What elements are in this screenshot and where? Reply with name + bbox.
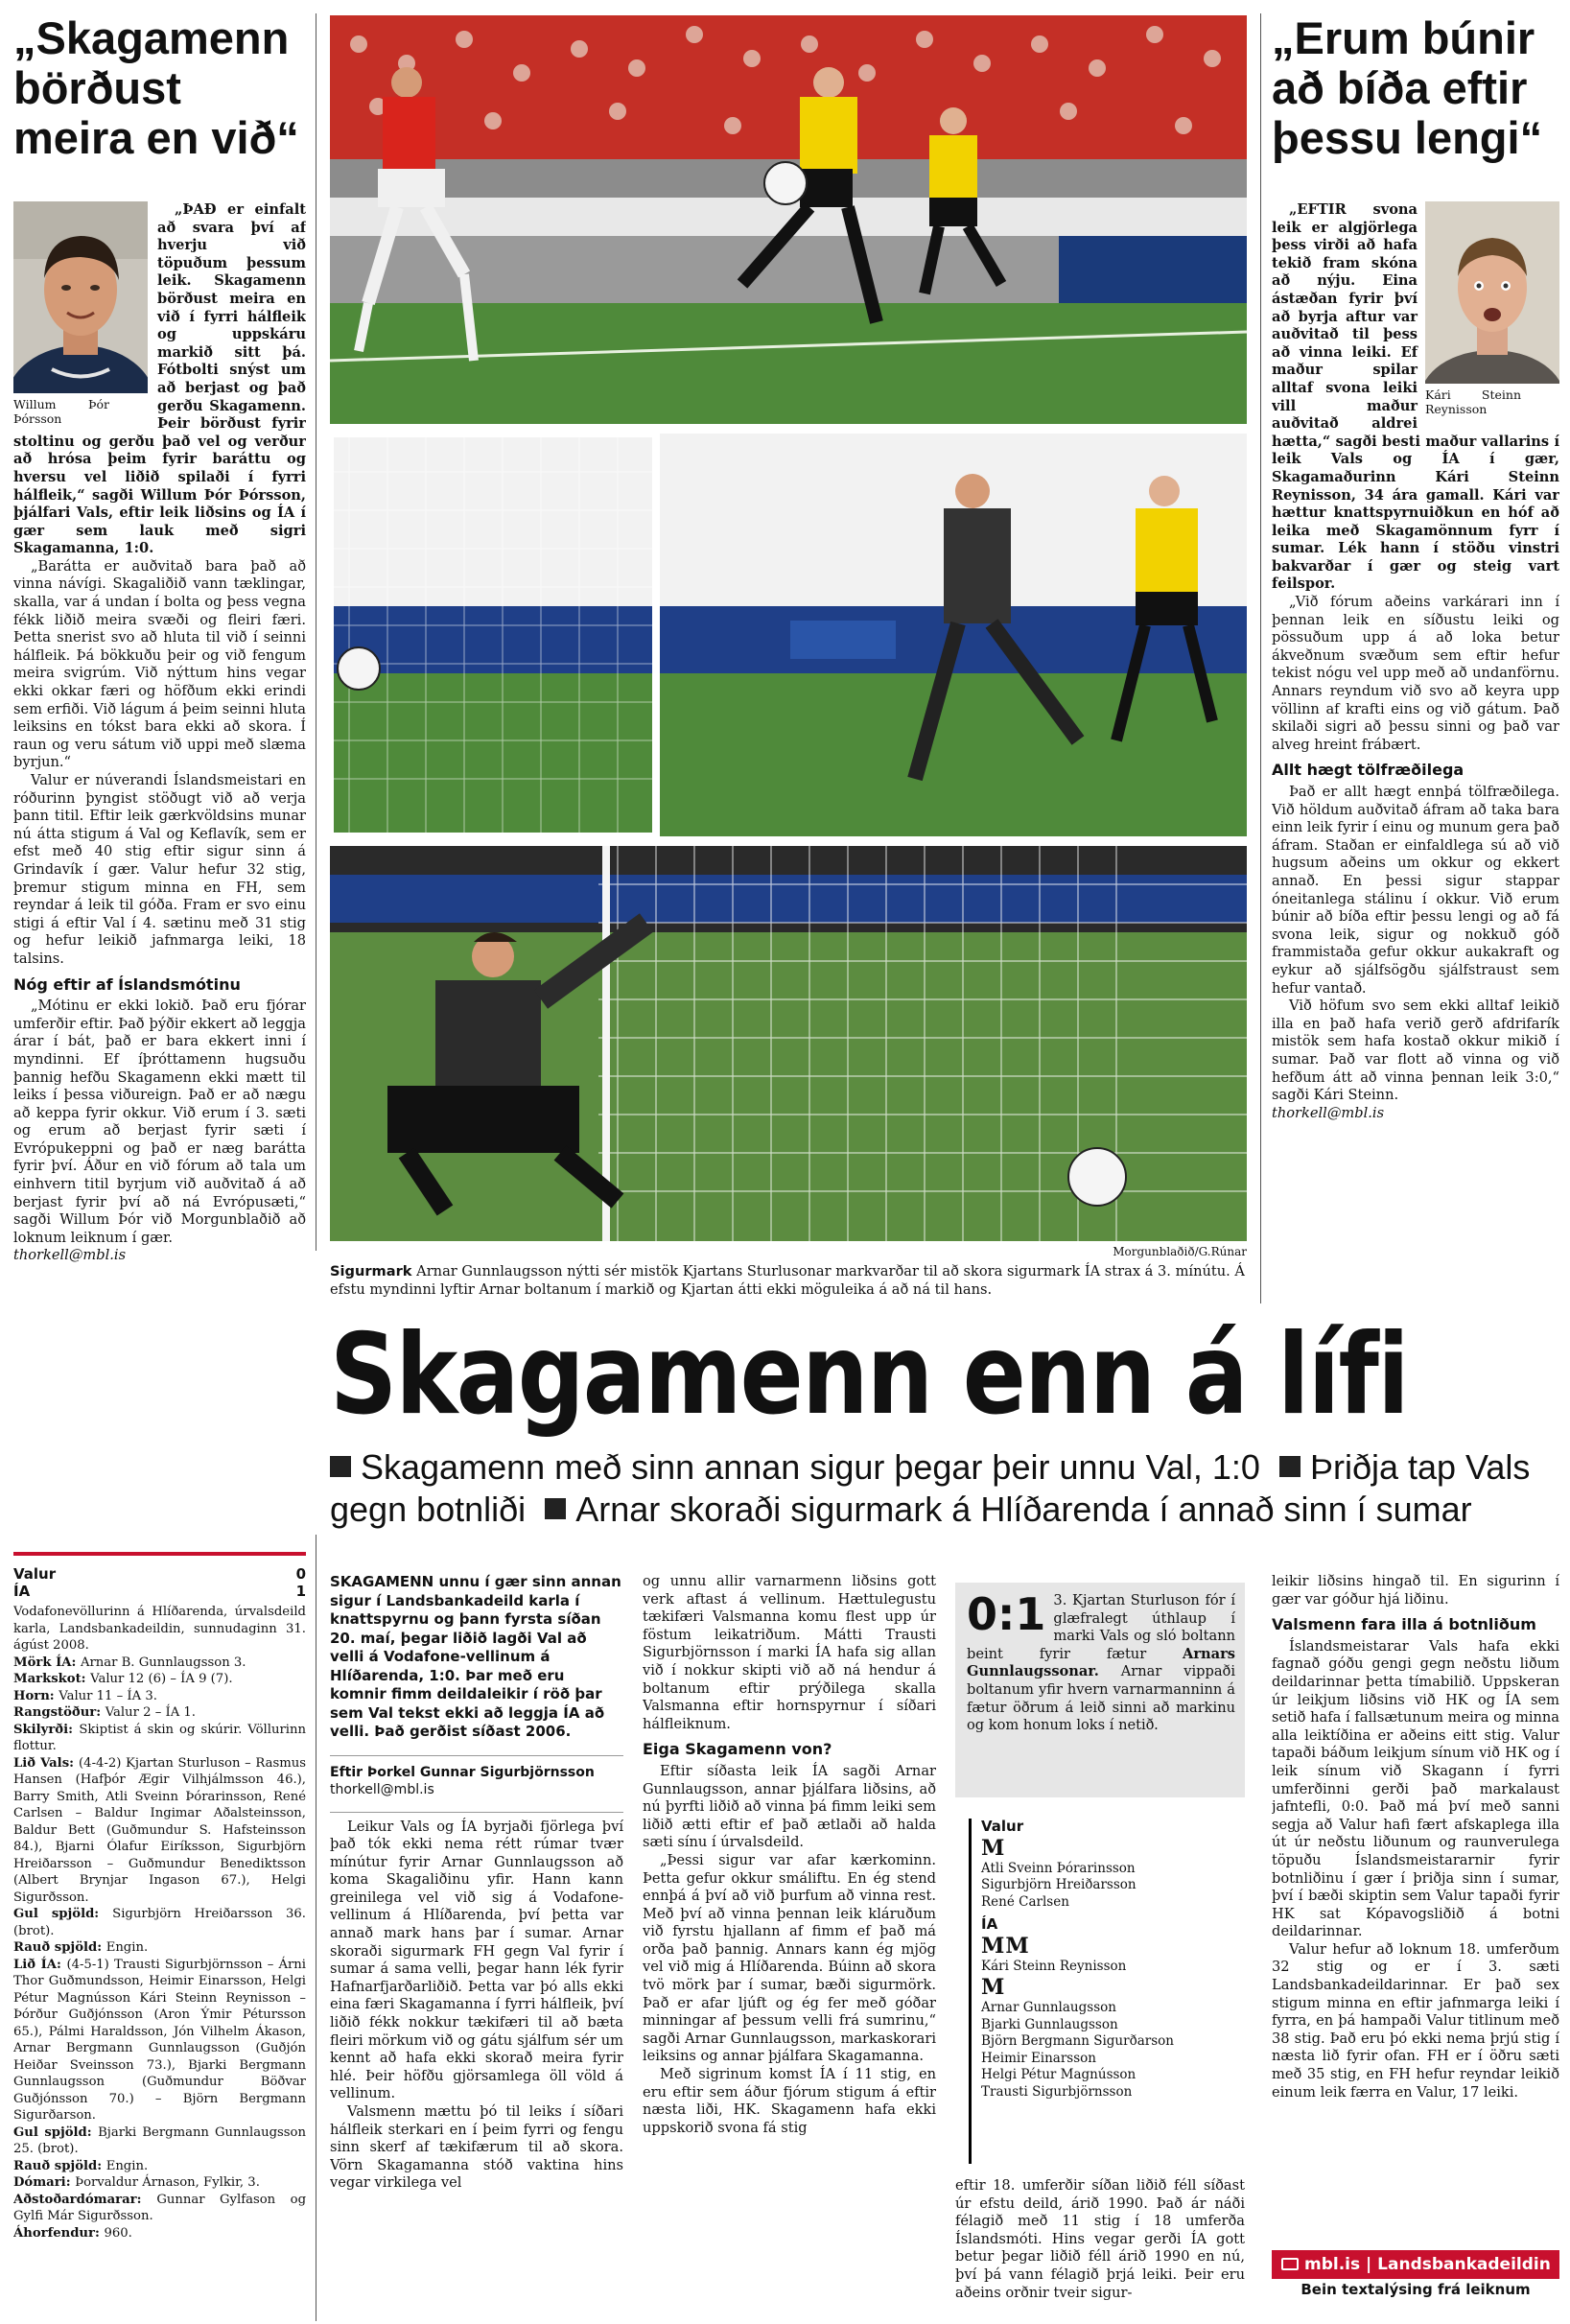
player-name: Bjarki Gunnlaugsson — [981, 2016, 1118, 2032]
left-article-paragraph: „Baráttа er auðvitað bara það að vinna návígi. Skagaliðið vann tæklingar, skalla, var á undan í bolta og þess vegna fékk liðið meira svæði og fleiri færi. Þetta snerist svo að hluta til við í seinni hálfleik. Þá bökkuðu þeir og við fengum meira svigrúm. Við nýttum hins vegar ekki okkar færi og höfðum ekki erindi sem erfiði. Við lágum á þeim seinni hluta leiksins en tókst bara ekki að skora. Í raun og veru sátum við uppi með slæma byrjun.“ — [13, 557, 306, 771]
right-article-paragraph: „EFTIR svona leik er algjörlega þess virði að hafa tekið fram skóna að nýju. Eina ástæðan fyrir því að byrja aftur var auðvitað til þess að vinna leiki. Ef maður spilar alltaf svona leiki vill maður auðvitað aldrei hætta,“ sagði besti maður vallarins í leik Vals og ÍA í gær, Skagamaðurinn Kári Steinn Reynisson, 34 ára gamall. Kári var hættur knattspyrnuiðkun en hóf að leika með Skagamönnum fyrr í sumar. Lék hann í stöðu vinstri bakvarðar í gær og steig vart feilspor. — [1272, 201, 1559, 593]
main-paragraph: Íslandsmeistarar Vals hafa ekki fagnað góðu gengi gegn neðstu liðum deildarinnar þetta tímabilið. Uppskeran úr leikjum liðsins við HK og ÍA sem setið hafa í fallsætunum meira og minna alla leiktíðina er aðeins eitt stig. Valur tapaði báðum leikjum sínum við HK og í leik sínum við Skagann í fyrri umferðinni gerði það markalaust jafntefli, 0:0. Það má því með sanni segja að Valur hafi fært afskaplega illa út úr neðstu liðunum og raunverulega töpuðu Íslandsmeistararnir fyrir botnliðinu í gær í þriðja sinn í sumar, því í bæði skiptin sem Valur tapaði fyrir HK sat Kópavogsliðið á botni deildarinnar. — [1272, 1637, 1559, 1940]
left-article-paragraph: „Mótinu er ekki lokið. Það eru fjórar umferðir eftir. Það þýðir ekkert að leggja árar í bát, það er bara ekkert inni í myndinni. Ef íþróttamenn hugsuðu þannig hefðu Skagamenn ekki mætt til leiks í þessa viðureign. Það er að nægu að keppa fyrir okkur. Við erum í 3. sæti og erum að berjast fyrir sæti í Evrópukeppni og það er næg barátta fyrir því. Áður en við fórum að tala um einhvern titil byrjum við auðvitað á að berjast fyrir því að ná Evrópusæti,“ sagði Willum Þór við Morgunblaðið að loknum leiknum í gær. — [13, 998, 306, 1246]
subheadline-part: Arnar skoraði sigurmark á Hlíðarenda í annað sinn í sumar — [575, 1490, 1472, 1529]
main-paragraph: Valur hefur að loknum 18. umferðum 32 stig og er í 3. sæti Landsbankadeildarinnar. Er það sex stigum minna en eftir jafnmarga leiki í fyrra, en þá hampaði Valur titlinum með 38 stig. Það eru þó ekki nema þrjú stig í næsta lið fyrir ofan. FH er í öðru sæti með 35 stig, en FH hefur reyndar leikið einum leik færra en Valur, 17 leiki. — [1272, 1940, 1559, 2101]
photo-credit: Morgunblaðið/G.Rúnar — [1113, 1245, 1247, 1258]
main-headline-wrap — [330, 1310, 1562, 1443]
left-article-paragraph: „ÞAÐ er einfalt að svara því af hverju við töpuðum þessum leik. Skagamenn börðust meira en við í fyrri hálfleik og uppskáru markið sitt þá. Fótbolti snýst um að berjast og það gerðu Skagamenn. Þeir börðust fyrir stoltinu og gerðu það vel og verður að hrósa þeim fyrir baráttu og hversu vel liðið spilaði í fyrri hálfleik,“ sagði Willum Þór Þórsson, þjálfari Vals, eftir leik liðsins og ÍA í gær sem lauk með sigri Skagamanna, 1:0. — [13, 201, 306, 557]
stats-score-home: 0 — [295, 1565, 306, 1583]
photo-bottom — [330, 846, 1247, 1241]
mbl-bar-text: mbl.is | Landsbankadeildin — [1304, 2255, 1551, 2274]
stats-line-text: Engin. — [105, 1940, 149, 1955]
stats-top-rule — [13, 1552, 306, 1556]
main-column-4 — [1272, 1573, 1559, 2244]
stats-line-text: Valur 2 – ÍA 1. — [105, 1705, 196, 1720]
main-paragraph: „Þessi sigur var afar kærkominn. Þetta gefur okkur smáliftu. En ég stend ennþá á því að við þurfum að vinna rest. Með því að vinna þennan leik kláruðum við fyrstu hjallann af fimm ef það má orða það þannig. Annars kann ég mjög vel við mig á Hlíðarenda. Búinn að skora tvö mörk þar í sumar, bæði sigurmörk. Það er afar ljúft og ég fer með góðar minningar af þessum velli frá sumrinu,“ sagði Arnar Gunnlaugsson, markaskorari leiksins og annar þjálfara Skagamanna. — [643, 1851, 936, 2065]
main-column-3-tail — [955, 2177, 1245, 2321]
stats-score-away: 1 — [295, 1583, 306, 1600]
player-name: Sigurbjörn Hreiðarsson — [981, 1877, 1136, 1892]
subheadline-part: Skagamenn með sinn annan sigur þegar þeir unnu Val, 1:0 — [361, 1447, 1260, 1487]
stats-line-label: Mörk ÍA: — [13, 1655, 81, 1670]
right-article-paragraph: „Við fórum aðeins varkárari inn í þennan leik en síðustu leiki og pössuðum upp á að loka betur ákveðnum svæðum sem eftir hefur tekist nógu vel upp með að undanförnu. Annars reyndum við svo að keyra upp völlinn af krafti eins og við gátum. Það skilaði sigri að þessu sinni og það var alveg hreint frábært. — [1272, 594, 1559, 753]
stats-line — [13, 1722, 306, 1755]
stats-line-text: (4-4-2) Kjartan Sturluson – Rasmus Hansen (Hafþór Ægir Vilhjálmsson 46.), Barry Smith, Atli Sveinn Þórarinsson, René Carlsen – Baldur Ingimar Aðalsteinsson, Baldur Bett (Guðmundur S. Hafsteinsson 84.), Bjarni Ólafur Eiríksson, Sigurbjörn Hreiðarsson – Guðmundur Benediktsson (Albert Brynjar Ingason 67.), Helgi Sigurðsson. — [13, 1755, 306, 1905]
main-paragraph: eftir 18. umferðir síðan liðið féll síðast úr efstu deild, árið 1990. Það ár náði félagið með 11 stig í 18 umferða Íslandsmóti. Hins vegar gerði ÍA gott betur þegar liðið féll árið 1990 en nú, því þá vann félagið þrjá leiki. Þeir eru aðeins orðnir tveir sigur- — [955, 2177, 1245, 2301]
goal-text-lead: 3. Kjartan Sturluson fór í glæfralegt úthlaup í marki Vals og sló boltann beint fyrir fætur — [967, 1592, 1235, 1662]
stats-line — [13, 1957, 306, 2124]
stats-line-label: Skilyrði: — [13, 1722, 80, 1737]
main-paragraph: Valsmenn mættu þó til leiks í síðari hálfleik sterkari en í þeim fyrri og fengu sinn skerf af tækifærum til að skora. Vörn Skagamanna stóð vaktina hins vegar virkilega vel — [330, 2103, 623, 2192]
rating-mm-icon: MM — [981, 1933, 1030, 1959]
stats-line — [13, 1655, 306, 1672]
stats-line-label: Rauð spjöld: — [13, 2158, 106, 2173]
right-article-headline: „Erum búnir að bíða eftir þessu lengi“ — [1272, 13, 1543, 163]
left-article-body — [13, 201, 306, 1265]
stats-team-home: Valur — [13, 1565, 57, 1583]
byline — [330, 1755, 623, 1798]
mbl-live-box[interactable] — [1272, 2250, 1559, 2317]
goal-box — [955, 1583, 1245, 1797]
stats-score-row — [13, 1583, 306, 1600]
left-article-headline: „Skagamenn börðust meira en við“ — [13, 13, 299, 163]
stats-line — [13, 2192, 306, 2225]
player-name: Trausti Sigurbjörnsson — [981, 2083, 1133, 2100]
stats-line-text: Valur 11 – ÍA 3. — [59, 1688, 157, 1703]
stats-line-text: Skiptist á skin og skúrir. Völlurinn flottur. — [13, 1722, 306, 1753]
willum-portrait-caption: Willum Þór Þórsson — [13, 397, 109, 426]
column-rule-right — [1260, 13, 1261, 1303]
stats-line-label: Markskot: — [13, 1672, 91, 1686]
player-name: Björn Bergmann Sigurðarson — [981, 2033, 1174, 2049]
rating-m-icon: M — [981, 1835, 1006, 1861]
tv-icon — [1281, 2258, 1299, 2270]
stats-team-away: ÍA — [13, 1583, 31, 1600]
main-paragraph: leikir liðsins hingað til. En sigurinn í gær var góður hjá liðinu. — [1272, 1573, 1559, 1608]
main-paragraph: Eftir síðasta leik ÍA sagði Arnar Gunnlaugsson, annar þjálfara liðsins, að nú þyrfti liðið að vinna þá fimm leiki sem liðið ætti eftir ef það ætlaði að halda sæti sínu í úrvalsdeild. — [643, 1762, 936, 1851]
stats-line-label: Aðstoðardómarar: — [13, 2192, 157, 2207]
stats-lines — [13, 1655, 306, 2242]
right-article — [1272, 13, 1559, 1303]
stats-line — [13, 1671, 306, 1688]
mbl-sub-text: Bein textalýsing frá leiknum — [1301, 2281, 1531, 2298]
right-article-paragraph: Við höfum svo sem ekki alltaf leikið illa en það hafa verið gerð afdrifarík mistök sem hafa kostað okkur mikið í sumar. Það var flott að vinna og við hefðum átt að vinna þennan leik 3:0,“ sagði Kári Steinn. — [1272, 998, 1559, 1104]
ratings-team-away: ÍA — [981, 1915, 998, 1933]
player-name: Kári Steinn Reynisson — [981, 1958, 1127, 1974]
willum-portrait — [13, 201, 148, 393]
stats-score-row — [13, 1565, 306, 1583]
goal-text-bold: Arnars Gunnlaugssonar. — [967, 1645, 1235, 1680]
stats-line — [13, 2158, 306, 2175]
stats-line-text: 960. — [104, 2225, 132, 2241]
stats-line — [13, 1688, 306, 1705]
player-name: René Carlsen — [981, 1893, 1069, 1910]
square-bullet-icon — [1279, 1456, 1301, 1477]
goal-box-content — [967, 1588, 1235, 1735]
ratings-list-away-m — [981, 2000, 1245, 2101]
player-name: Helgi Pétur Magnússon — [981, 2067, 1136, 2082]
goal-text-tail: Arnar vippaði boltanum yfir hvern varnarmanninn á fætur öðrum á leið sinni að markinu og kom honum loks í netið. — [967, 1663, 1235, 1734]
stats-line — [13, 1906, 306, 1939]
main-paragraph: Með sigrinum komst ÍA í 11 stig, en eru eftir sem áður fjórum stigum á eftir næsta liði, HK. Skagamenn hafa ekki uppskorið svona fá stig — [643, 2066, 936, 2136]
stats-line-label: Lið ÍA: — [13, 1957, 67, 1972]
main-subheadline — [330, 1446, 1562, 1535]
square-bullet-icon — [330, 1456, 351, 1477]
stats-venue: Vodafonevöllurinn á Hlíðarenda, úrvalsdeild karla, Landsbankadeildin, sunnudaginn 31. ágúst 2008. — [13, 1605, 306, 1653]
ratings-list-away-mm — [981, 1959, 1245, 1976]
main-subheading: Valsmenn fara illa á botnliðum — [1272, 1615, 1536, 1634]
right-article-subheading: Allt hægt tölfræðilega — [1272, 761, 1465, 780]
byline-email: thorkell@mbl.is — [330, 1781, 434, 1797]
photo-caption — [330, 1262, 1247, 1299]
right-portrait-block — [1425, 201, 1559, 418]
stats-line-text: Bjarki Bergmann Gunnlaugsson 25. (brot). — [13, 2124, 306, 2156]
player-name: Heimir Einarsson — [981, 2050, 1096, 2066]
main-column-1 — [330, 1573, 623, 2321]
goal-score: 0:1 — [967, 1588, 1046, 1640]
player-name: Atli Sveinn Þórarinsson — [981, 1860, 1136, 1876]
stats-line-label: Gul spjöld: — [13, 1907, 113, 1921]
main-paragraph: og unnu allir varnarmenn liðsins gott verk aftast á vellinum. Hættulegustu tækifæri Valsmanna komu flest upp úr föstum leikatriðum. Mátti Trausti Sigurbjörnsson í marki ÍA hafa sig allan við í nokkur skipti við að ná hendur á boltanum eftir prýðilega skalla Valsmanna eftir hornspyrnur í síðari hálfleiknum. — [643, 1573, 936, 1732]
player-ratings — [969, 1819, 1245, 2164]
stats-line-label: Áhorfendur: — [13, 2225, 105, 2241]
match-stats — [13, 1565, 306, 2323]
main-intro: SKAGAMENN unnu í gær sinn annan sigur í Landsbankadeild karla í knattspyrnu og þann fyrsta síðan 20. maí, þegar liðið lagði Val að velli á Vodafone-vellinum á Hlíðarenda, 1:0. Þar með eru komnir fimm deildaleikir í röð þar sem Val tekst ekki að leggja ÍA að velli. Það gerðist síðast 2006. — [330, 1573, 621, 1740]
rating-m-icon: M — [981, 1975, 1006, 2000]
left-portrait-block — [13, 201, 150, 426]
stats-line — [13, 2174, 306, 2192]
left-article-email: thorkell@mbl.is — [13, 1247, 127, 1264]
right-article-email: thorkell@mbl.is — [1272, 1104, 1385, 1121]
photo-top — [330, 15, 1247, 424]
stats-line-label: Horn: — [13, 1688, 59, 1703]
main-subheading: Eiga Skagamenn von? — [643, 1740, 832, 1759]
stats-line-text: Engin. — [105, 2158, 149, 2173]
stats-line — [13, 1755, 306, 1907]
byline-author: Eftir Þorkel Gunnar Sigurbjörnsson — [330, 1764, 595, 1780]
stats-line — [13, 2225, 306, 2242]
stats-line-label: Rangstöður: — [13, 1705, 105, 1720]
subheadline-part: Þriðja tap Vals gegn botnliði — [330, 1447, 1531, 1529]
ratings-list-home — [981, 1861, 1245, 1912]
stats-line-text: Arnar B. Gunnlaugsson 3. — [80, 1655, 246, 1670]
kari-portrait-caption: Kári Steinn Reynisson — [1425, 387, 1521, 416]
stats-line-text: Valur 12 (6) – ÍA 9 (7). — [90, 1672, 233, 1686]
photo-caption-text: Arnar Gunnlaugsson nýtti sér mistök Kjartans Sturlusonar markvarðar til að skora sigurmark ÍA strax á 3. mínútu. Á efstu myndinni lyftir Arnar boltanum í markið og Kjartan átti ekki möguleika á að ná til hans. — [330, 1263, 1245, 1298]
photo-caption-label: Sigurmark — [330, 1263, 412, 1279]
main-column-2 — [643, 1573, 936, 2321]
stats-line-label: Rauð spjöld: — [13, 1940, 106, 1955]
kari-portrait — [1425, 201, 1559, 384]
main-headline: Skagamenn enn á lífi — [330, 1310, 1408, 1440]
stats-line — [13, 1704, 306, 1722]
mbl-bar[interactable] — [1272, 2250, 1559, 2279]
player-name: Arnar Gunnlaugsson — [981, 2000, 1116, 2015]
left-article-paragraph: Valur er núverandi Íslandsmeistari en róðurinn þyngist stöðugt við að verja þann titil. Eftir leik gærkvöldsins munar nú átta stigum á Val og Keflavík, sem er efst með 40 stig eftir sigur sinn á Grindavík í gær. Valur hefur 32 stig, þremur stigum minna en FH, sem reyndar á leik til góða. Fram er svo einu stigi á eftir Val í 4. sætinu með 31 stig og hefur leikið jafnmarga leiki, 18 talsins. — [13, 772, 306, 967]
right-article-body — [1272, 201, 1559, 1122]
main-paragraph: Leikur Vals og ÍA byrjaði fjörlega því það tók ekki nema rétt rúmar tvær mínútur fyrir Arnar Gunnlaugsson að koma Skagaliðinu yfir. Hann kann greinilega vel við sig á Vodafone-vellinum á Hlíðarenda, því þetta var annað mark hans þar í sumar. Arnar skoraði sigurmark FH gegn Val fyrir í sumar á sama velli, þegar hann lék fyrir Hafnarfjarðarliðið. Þetta var þó alls ekki eina færi Skagamanna í fyrri hálfleik, því liðið fékk nokkur tækifæri til að bæta fleiri mörkum við og gátu sjálfum sér um kennt að hafa ekki skorað meira fyrir hlé. Þeir höfðu gjörsamlega öll völd á vellinum. — [330, 1818, 623, 2102]
left-article-subheading: Nóg eftir af Íslandsmótinu — [13, 974, 241, 994]
stats-line — [13, 1939, 306, 1957]
stats-line-label: Lið Vals: — [13, 1755, 80, 1771]
stats-line-label: Dómari: — [13, 2175, 76, 2190]
stats-line-label: Gul spjöld: — [13, 2124, 99, 2140]
photo-middle — [330, 434, 1247, 836]
stats-line-text: (4-5-1) Trausti Sigurbjörnsson – Árni Thor Guðmundsson, Heimir Einarsson, Helgi Pétur Magnússon Kári Steinn Reynisson – Þórður Guðjónsson (Aron Ýmir Pétursson 65.), Pálmi Haraldsson, Jón Vilhelm Ákason, Arnar Bergmann Gunnlaugsson (Guðjón Heiðar Sveinsson 73.), Bjarki Bergmann Gunnlaugsson (Guðmundur Böðvar Guðjónsson 70.) – Björn Bergmann Sigurðarson. — [13, 1957, 306, 2123]
ratings-team-home: Valur — [981, 1819, 1024, 1835]
square-bullet-icon — [545, 1498, 566, 1519]
left-article — [13, 13, 306, 1548]
stats-line — [13, 2124, 306, 2158]
stats-line-text: Gunnar Gylfason og Gylfi Már Sigurðsson. — [13, 2192, 306, 2223]
right-article-paragraph: Það er allt hægt ennþá tölfræðilega. Við höldum auðvitað áfram að taka bara einn leik fyrir í einu og munum gera það áfram. Staðan er einfaldlega sú að við hugsum aðeins um okkur og ekkert annað. En þessi sigur stappar óneitanlega stálinu í okkur. Við erum búnir að bíða eftir þessu lengi og að fá svona leik, sigur og nokkuð góð frammistaða gefur okkur aukakraft og eykur að sjálfsögðu sjálfstraust sem hefur vantað. — [1272, 784, 1559, 997]
main-column-1-body — [330, 1812, 623, 2193]
stats-line-text: Sigurbjörn Hreiðarsson 36. (brot). — [13, 1907, 306, 1938]
stats-line-text: Þorvaldur Árnason, Fylkir, 3. — [75, 2175, 260, 2190]
